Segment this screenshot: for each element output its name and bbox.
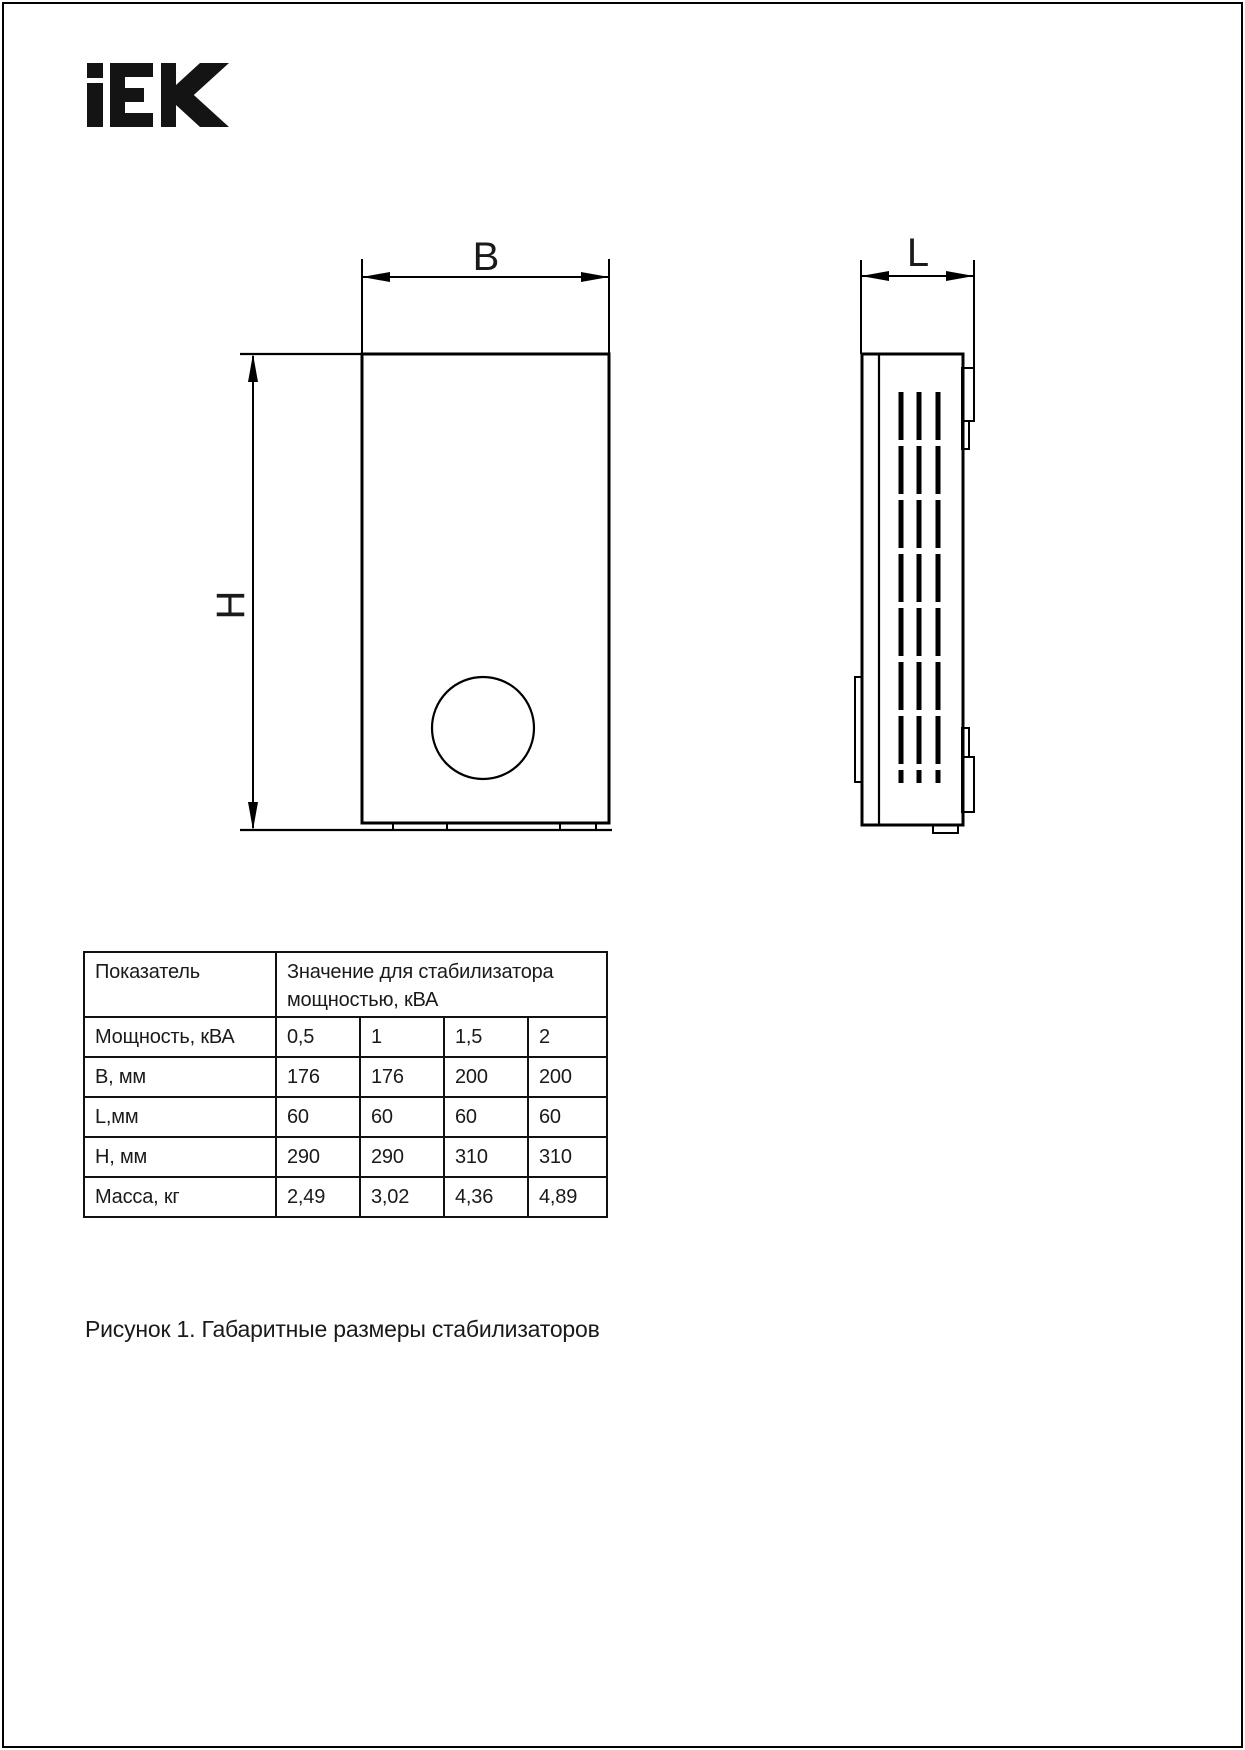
header-indicator: Показатель	[84, 952, 276, 1017]
cell: 4,36	[444, 1177, 528, 1217]
cell: 60	[528, 1097, 607, 1137]
cell: 1	[360, 1017, 444, 1057]
arrowhead-down	[248, 802, 258, 830]
header-values: Значение для стабилизатора мощностью, кВА	[276, 952, 607, 1017]
cell: 290	[276, 1137, 360, 1177]
side-view	[855, 231, 974, 833]
front-view-outline	[362, 354, 609, 823]
arrowhead-up	[248, 354, 258, 382]
row-label: H, мм	[84, 1137, 276, 1177]
cell: 2,49	[276, 1177, 360, 1217]
arrowhead-right	[946, 271, 974, 281]
table-header-row	[84, 952, 607, 1017]
cell: 1,5	[444, 1017, 528, 1057]
dimension-b	[362, 235, 609, 354]
cell: 200	[528, 1057, 607, 1097]
arrowhead-left	[861, 271, 889, 281]
cell: 290	[360, 1137, 444, 1177]
cell: 60	[360, 1097, 444, 1137]
dimension-h	[209, 354, 258, 830]
dimension-l	[861, 231, 974, 368]
cell: 3,02	[360, 1177, 444, 1217]
cell: 310	[444, 1137, 528, 1177]
row-label: Масса, кг	[84, 1177, 276, 1217]
table-row-l	[84, 1097, 607, 1137]
cell: 60	[444, 1097, 528, 1137]
dim-label-l: L	[906, 231, 930, 275]
cell: 310	[528, 1137, 607, 1177]
row-label: L,мм	[84, 1097, 276, 1137]
cell: 200	[444, 1057, 528, 1097]
cable-gland-circle	[432, 677, 534, 779]
dim-label-b: B	[472, 235, 500, 279]
side-view-outline	[862, 354, 963, 825]
row-label: Мощность, кВА	[84, 1017, 276, 1057]
table-row-b	[84, 1057, 607, 1097]
dim-label-h: H	[209, 590, 253, 620]
vent-slots	[901, 392, 938, 783]
cell: 176	[276, 1057, 360, 1097]
row-label: B, мм	[84, 1057, 276, 1097]
cell: 0,5	[276, 1017, 360, 1057]
figure-caption: Рисунок 1. Габаритные размеры стабилизаторов	[85, 1316, 600, 1342]
cell: 2	[528, 1017, 607, 1057]
cell: 4,89	[528, 1177, 607, 1217]
arrowhead-right	[581, 272, 609, 282]
spec-table	[83, 951, 608, 1218]
table-row-mass	[84, 1177, 607, 1217]
cell: 176	[360, 1057, 444, 1097]
arrowhead-left	[362, 272, 390, 282]
table-row-power	[84, 1017, 607, 1057]
table-row-h	[84, 1137, 607, 1177]
cell: 60	[276, 1097, 360, 1137]
front-view	[209, 235, 612, 830]
